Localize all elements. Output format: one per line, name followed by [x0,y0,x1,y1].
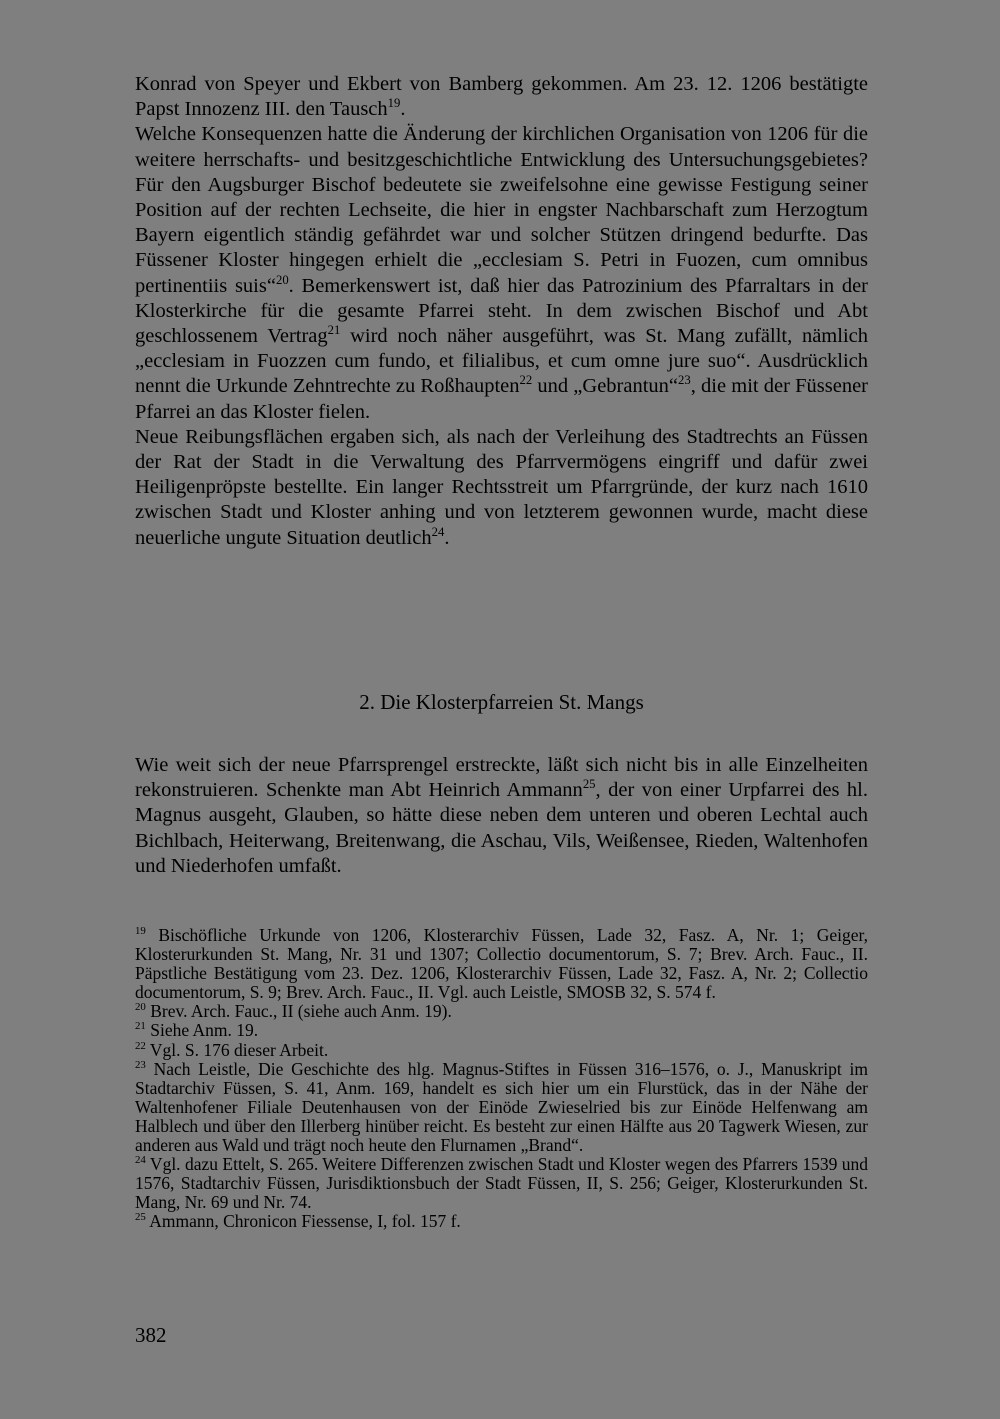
paragraph-text: . [444,526,450,549]
footnote [135,1021,868,1040]
footnote-text: Ammann, Chronicon Fiessense, I, fol. 157 f. [145,1211,461,1232]
paragraph-text: Neue Reibungsflächen ergaben sich, als nach der Verleihung des Stadtrechts an Füssen der Rat der Stadt in die Verwaltung des Pfarrvermögens eingriff und dafür zwei Heiligenpröpste bestellte. Ein langer Rechtsstreit um Pfarrgründe, der kurz nach 1610 zwischen Stadt und Kloster anhing und von letzterem gewonnen wurde, macht diese neuerliche ungute Situation deutlich [135,425,868,549]
footnote-ref[interactable]: 19 [387,96,401,111]
paragraph [135,122,868,424]
footnote-number: 22 [135,1039,146,1052]
footnote-number: 24 [135,1154,146,1167]
footnote-text: Nach Leistle, Die Geschichte des hlg. Magnus-Stiftes in Füssen 316–1576, o. J., Manuskript im Stadtarchiv Füssen, S. 41, Anm. 169, handelt es sich hier um ein Flurstück, das in der Nähe der Waltenhofener Filiale Deutenhausen von der Einöde Zwieselried bis zur Einöde Helfenwang am Halblech und über den Illerberg hinüber reicht. Es besteht zur einen Hälfte aus 20 Tagwerk Wiesen, zur anderen aus Wald und trägt noch heute den Flurnamen „Brand“. [135,1058,868,1156]
footnote-number: 21 [135,1020,146,1033]
footnotes [135,926,868,1232]
body-text [135,72,868,551]
footnote-number: 23 [135,1058,146,1071]
paragraph [135,72,868,122]
paragraph-text: , die mit der Füssener Pfarrei an das Kloster fielen. [135,375,868,423]
footnote-number: 19 [135,925,146,938]
paragraph [135,425,868,551]
footnote-ref[interactable]: 23 [678,373,691,388]
footnote [135,1060,868,1155]
footnote-number: 25 [135,1211,146,1224]
paragraph-text: . Bemerkenswert ist, daß hier das Patrozinium des Pfarraltars in der Klosterkirche für die gesamte Pfarrei steht. In dem zwischen Bischof und Abt geschlossenem Vertrag [135,274,869,348]
footnote [135,1212,868,1231]
paragraph-text: . [400,98,406,121]
footnote-ref[interactable]: 25 [582,777,596,792]
page-number: 382 [135,1323,167,1347]
paragraph [135,753,868,879]
footnote-text: Vgl. S. 176 dieser Arbeit. [145,1039,329,1060]
footnote-ref[interactable]: 24 [431,524,445,539]
paragraph-text: , der von einer Urpfarrei des hl. Magnus ausgeht, Glauben, so hätte diese neben dem unteren und oberen Lechtal auch Bichlbach, Heiterwang, Breitenwang, die Aschau, Vils, Weißensee, Rieden, Waltenhofen und Niederhofen umfaßt. [135,779,868,877]
footnote-text: Siehe Anm. 19. [145,1020,259,1041]
footnote [135,1155,868,1212]
paragraph-text: wird noch näher ausgeführt, was St. Mang zufällt, nämlich „ecclesiam in Fuozzen cum fundo, et filialibus, et cum omne jure suo“. Ausdrücklich nennt die Urkunde Zehntrechte zu Roßhaupten [135,325,868,398]
footnote [135,1041,868,1060]
footnote-text: Bischöfliche Urkunde von 1206, Klosterarchiv Füssen, Lade 32, Fasz. A, Nr. 1; Geiger, Klosterurkunden St. Mang, Nr. 31 und 1307; Collectio documentorum, S. 7; Brev. Arch. Fauc., II. Päpstliche Bestätigung vom 23. Dez. 1206, Klosterarchiv Füssen, Lade 32, Fasz. A, Nr. 2; Collectio documentorum, S. 9; Brev. Arch. Fauc., II. Vgl. auch Leistle, SMOSB 32, S. 574 f. [135,925,868,1003]
footnote [135,926,868,1002]
footnote-ref[interactable]: 21 [327,323,341,338]
footnote-text: Brev. Arch. Fauc., II (siehe auch Anm. 19). [145,1001,452,1022]
footnote-number: 20 [135,1001,146,1014]
paragraph-text: Wie weit sich der neue Pfarrsprengel erstreckte, läßt sich nicht bis in alle Einzelheiten rekonstruieren. Schenkte man Abt Heinrich Ammann [135,754,868,802]
footnote-text: Vgl. dazu Ettelt, S. 265. Weitere Differenzen zwischen Stadt und Kloster wegen des Pfarrers 1539 und 1576, Stadtarchiv Füssen, Jurisdiktionsbuch der Stadt Füssen, II, S. 256; Geiger, Klosterurkunden St. Mang, Nr. 69 und Nr. 74. [135,1154,868,1213]
footnote-ref[interactable]: 20 [275,272,289,287]
paragraph-text: Konrad von Speyer und Ekbert von Bamberg gekommen. Am 23. 12. 1206 bestätigte Papst Innozenz III. den Tausch [135,73,868,121]
section-body-text [135,753,868,879]
footnote [135,1002,868,1021]
section-heading: 2. Die Klosterpfarreien St. Mangs [359,690,644,714]
paragraph-text: und „Gebrantun“ [532,375,679,398]
footnote-ref[interactable]: 22 [519,373,533,388]
paragraph-text: Welche Konsequenzen hatte die Änderung der kirchlichen Organisation von 1206 für die weitere herrschafts- und besitzgeschichtliche Entwicklung des Untersuchungsgebietes? Für den Augsburger Bischof bedeutete sie zweifelsohne eine gewisse Festigung seiner Position auf der rechten Lechseite, die hier in engster Nachbarschaft zum Herzogtum Bayern eigentlich ständig gefährdet war und solcher Stützen dringend bedurfte. Das Füssener Kloster hingegen erhielt die „ecclesiam S. Petri in Fuozen, cum omnibus pertinentiis suis“ [135,123,868,297]
